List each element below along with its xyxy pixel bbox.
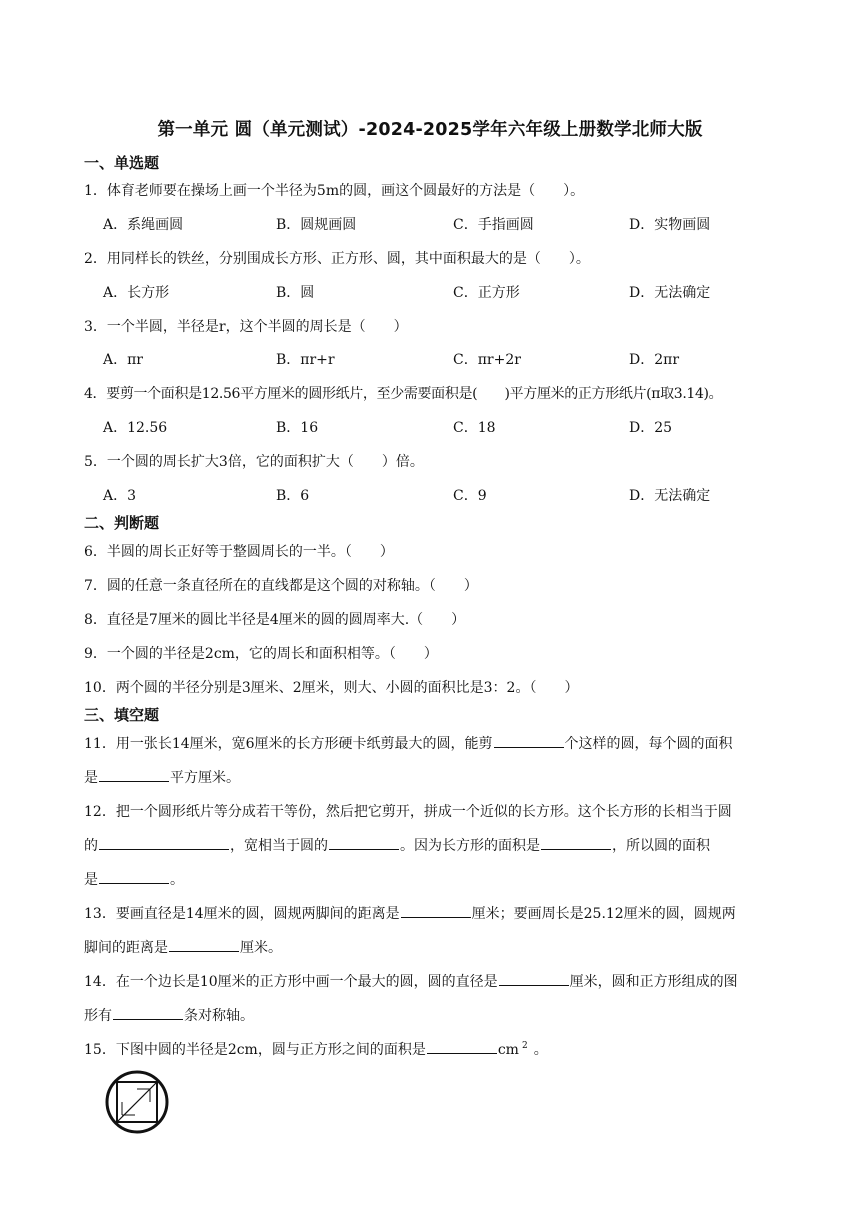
question-3: 3．一个半圆，半径是r，这个半圆的周长是（ ） [84,319,408,335]
question-15: 15．下图中圆的半径是2cm，圆与正方形之间的面积是 cm $^2$ 。 [84,1041,548,1058]
question-14-line-1: 14．在一个边长是10厘米的正方形中画一个最大的圆，圆的直径是 厘米，圆和正方形组成的图 [84,971,738,991]
circle-square-figure [104,1069,170,1135]
q5-option-d: D．无法确定 [629,488,711,504]
page-title: 第一单元 圆（单元测试）-2024-2025学年六年级上册数学北师大版 [157,120,703,140]
answer-blank[interactable] [427,1039,497,1054]
q2-option-a: A．长方形 [103,285,170,301]
question-7: 7．圆的任意一条直径所在的直线都是这个圆的对称轴。（ ） [84,578,478,594]
q1-option-c: C．手指画圆 [453,217,534,233]
q2-option-d: D．无法确定 [629,285,711,301]
q2-option-b: B．圆 [276,285,315,301]
q1-option-b: B．圆规画圆 [276,217,357,233]
answer-blank[interactable] [401,903,471,918]
answer-blank[interactable] [113,1005,183,1020]
answer-blank[interactable] [99,835,229,850]
answer-blank[interactable] [99,767,169,782]
q3-option-d: D．2πr [629,352,680,368]
section-heading-true-false: 二、判断题 [84,514,160,532]
question-13-line-1: 13．要画直径是14厘米的圆，圆规两脚间的距离是 厘米；要画周长是25.12厘米的圆，圆规两 [84,903,736,923]
q3-option-c: C．πr+2r [453,352,521,368]
q5-option-a: A．3 [103,488,137,504]
question-5: 5．一个圆的周长扩大3倍，它的面积扩大（ ）倍。 [84,454,424,470]
q5-option-b: B．6 [276,488,310,504]
q1-option-d: D．实物画圆 [629,217,711,233]
answer-blank[interactable] [494,733,564,748]
question-4: 4．要剪一个面积是12.56平方厘米的圆形纸片，至少需要面积是( )平方厘米的正方形纸片(π取3.14)。 [84,386,723,402]
question-14-line-2: 形有 条对称轴。 [84,1005,254,1025]
question-13-line-2: 脚间的距离是 厘米。 [84,937,282,957]
q4-option-b: B．16 [276,420,319,436]
q5-option-c: C．9 [453,488,487,504]
answer-blank[interactable] [169,937,239,952]
question-12-line-1: 12．把一个圆形纸片等分成若干等份，然后把它剪开，拼成一个近似的长方形。这个长方形的长相当于圆 [84,804,732,820]
question-11-line-2: 是 平方厘米。 [84,767,240,787]
question-2: 2．用同样长的铁丝，分别围成长方形、正方形、圆，其中面积最大的是（ ）。 [84,251,590,267]
question-12-line-3: 是 。 [84,869,184,889]
answer-blank[interactable] [99,869,169,884]
q3-option-a: A．πr [103,352,144,368]
q4-option-a: A．12.56 [103,420,168,436]
question-12-line-2: 的 ，宽相当于圆的 。因为长方形的面积是 ，所以圆的面积 [84,835,710,855]
q2-option-c: C．正方形 [453,285,520,301]
q4-option-c: C．18 [453,420,496,436]
answer-blank[interactable] [499,971,569,986]
q3-option-b: B．πr+r [276,352,335,368]
question-9: 9．一个圆的半径是2cm，它的周长和面积相等。（ ） [84,646,438,662]
question-11-line-1: 11．用一张长14厘米，宽6厘米的长方形硬卡纸剪最大的圆，能剪 个这样的圆，每个圆的面积 [84,733,733,753]
answer-blank[interactable] [541,835,611,850]
section-heading-fill-in: 三、填空题 [84,706,160,724]
question-10: 10．两个圆的半径分别是3厘米、2厘米，则大、小圆的面积比是3：2。（ ） [84,680,579,696]
q1-option-a: A．系绳画圆 [103,217,184,233]
question-8: 8．直径是7厘米的圆比半径是4厘米的圆的圆周率大.（ ） [84,612,466,628]
section-heading-single-choice: 一、单选题 [84,154,160,172]
answer-blank[interactable] [329,835,399,850]
question-6: 6．半圆的周长正好等于整圆周长的一半。（ ） [84,544,394,560]
q4-option-d: D．25 [629,420,673,436]
question-1: 1．体育老师要在操场上画一个半径为5m的圆，画这个圆最好的方法是（ ）。 [84,183,585,199]
